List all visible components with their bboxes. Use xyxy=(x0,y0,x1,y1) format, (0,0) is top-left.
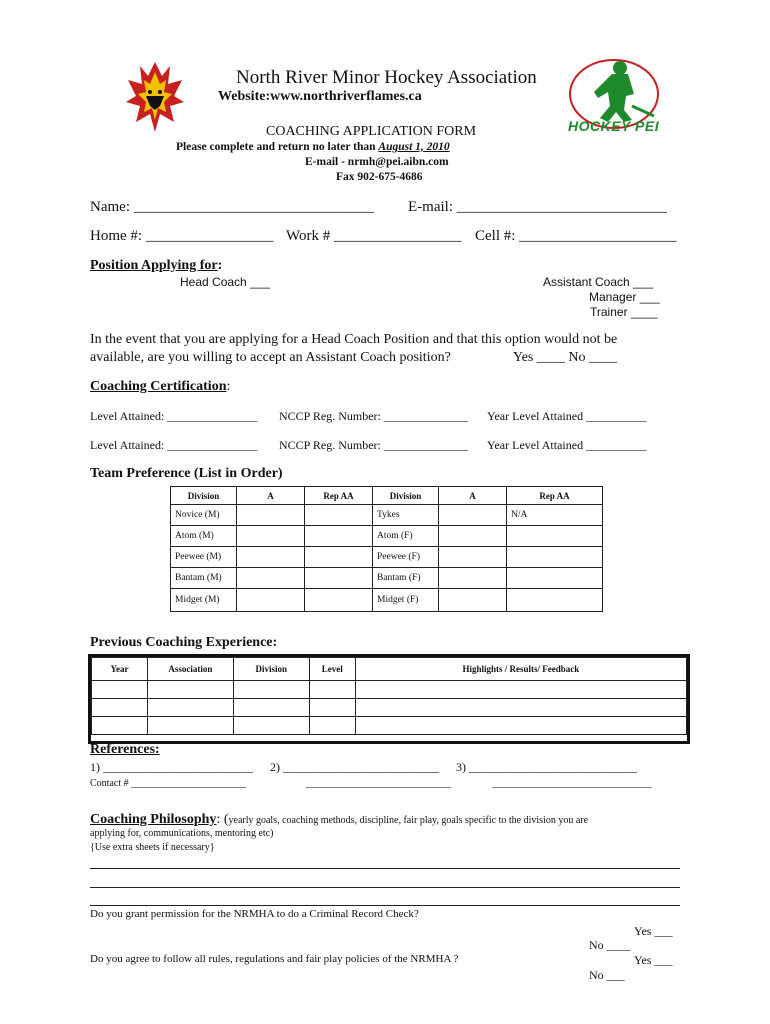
exp-cell[interactable] xyxy=(92,717,148,735)
table-row xyxy=(92,681,687,699)
philosophy-line-1[interactable] xyxy=(90,868,680,869)
criminal-check-no[interactable]: No ____ xyxy=(589,938,631,952)
team-cell[interactable] xyxy=(237,547,305,568)
reference-contact-2[interactable]: _____________________________ xyxy=(306,778,451,789)
team-cell: Peewee (F) xyxy=(373,547,439,568)
criminal-check-yes[interactable]: Yes ___ xyxy=(634,924,673,938)
exp-cell[interactable] xyxy=(355,717,686,735)
assistant-coach-option[interactable]: Assistant Coach ___ xyxy=(543,275,654,289)
table-row xyxy=(92,699,687,717)
exp-cell[interactable] xyxy=(233,699,309,717)
exp-cell[interactable] xyxy=(147,717,233,735)
table-row xyxy=(171,547,603,568)
hockey-pei-logo xyxy=(562,54,674,140)
philosophy-heading-line: Coaching Philosophy: (yearly goals, coaching methods, discipline, fair play, goals specific to the division you are xyxy=(90,812,589,827)
exp-cell[interactable] xyxy=(309,681,355,699)
table-row xyxy=(171,505,603,526)
team-cell[interactable] xyxy=(507,589,603,612)
table-row xyxy=(171,526,603,547)
trainer-option[interactable]: Trainer ____ xyxy=(590,305,658,319)
philosophy-desc-1: yearly goals, coaching methods, discipline, fair play, goals specific to the division you are xyxy=(228,815,589,826)
experience-table-frame xyxy=(88,654,690,744)
team-cell: Bantam (F) xyxy=(373,568,439,589)
assistant-question-line2: available, are you willing to accept an Assistant Coach position? xyxy=(90,350,451,365)
exp-cell[interactable] xyxy=(147,699,233,717)
email-line: E-mail - nrmh@pei.aibn.com xyxy=(305,156,449,168)
table-row xyxy=(171,589,603,612)
flames-logo xyxy=(124,58,186,136)
experience-heading: Previous Coaching Experience: xyxy=(90,635,278,650)
team-cell[interactable] xyxy=(439,526,507,547)
experience-header-row xyxy=(92,658,687,681)
cell-phone-field[interactable]: Cell #: _____________________ xyxy=(475,228,677,244)
team-preference-table xyxy=(170,486,603,612)
work-phone-field[interactable]: Work # _________________ xyxy=(286,228,462,244)
exp-cell[interactable] xyxy=(355,681,686,699)
cert-year-2[interactable]: Year Level Attained __________ xyxy=(487,438,647,452)
team-preference-heading: Team Preference (List in Order) xyxy=(90,466,283,481)
team-cell[interactable] xyxy=(305,589,373,612)
exp-cell[interactable] xyxy=(92,681,148,699)
name-field[interactable]: Name: ________________________________ xyxy=(90,199,374,215)
team-cell[interactable] xyxy=(305,568,373,589)
certification-heading: Coaching Certification: xyxy=(90,379,231,394)
cert-nccp-1[interactable]: NCCP Reg. Number: ______________ xyxy=(279,409,468,423)
hockey-pei-label: HOCKEY PEI xyxy=(568,118,660,134)
email-field[interactable]: E-mail: ____________________________ xyxy=(408,199,667,215)
experience-table xyxy=(91,657,687,735)
team-cell: N/A xyxy=(507,505,603,526)
form-title: COACHING APPLICATION FORM xyxy=(266,124,477,139)
head-coach-option[interactable]: Head Coach ___ xyxy=(180,275,271,289)
exp-cell[interactable] xyxy=(233,681,309,699)
philosophy-desc-2: applying for, communications, mentoring etc) xyxy=(90,828,274,839)
deadline-prefix: Please complete and return no later than xyxy=(176,141,379,153)
exp-cell[interactable] xyxy=(309,699,355,717)
team-cell[interactable] xyxy=(305,505,373,526)
manager-option[interactable]: Manager ___ xyxy=(589,290,660,304)
team-cell: Novice (M) xyxy=(171,505,237,526)
team-cell: Tykes xyxy=(373,505,439,526)
rules-yes[interactable]: Yes ___ xyxy=(634,953,673,967)
exp-col-division: Division xyxy=(233,658,309,681)
reference-3[interactable]: 3) ____________________________ xyxy=(456,760,637,774)
home-phone-field[interactable]: Home #: _________________ xyxy=(90,228,274,244)
cert-nccp-2[interactable]: NCCP Reg. Number: ______________ xyxy=(279,438,468,452)
reference-2[interactable]: 2) __________________________ xyxy=(270,760,439,774)
rules-no[interactable]: No ___ xyxy=(589,968,625,982)
deadline-date: August 1, 2010 xyxy=(378,141,450,153)
team-col-rep-aa-2: Rep AA xyxy=(507,487,603,505)
table-row xyxy=(92,717,687,735)
reference-contact-3[interactable]: ________________________________ xyxy=(492,778,652,789)
team-cell[interactable] xyxy=(439,547,507,568)
team-cell[interactable] xyxy=(237,589,305,612)
position-heading: Position Applying for: xyxy=(90,258,223,273)
team-col-a: A xyxy=(237,487,305,505)
criminal-check-question: Do you grant permission for the NRMHA to do a Criminal Record Check? xyxy=(90,908,419,920)
reference-contact-1[interactable]: Contact # _______________________ xyxy=(90,778,247,789)
exp-cell[interactable] xyxy=(147,681,233,699)
team-cell[interactable] xyxy=(237,505,305,526)
cert-level-2[interactable]: Level Attained: _______________ xyxy=(90,438,258,452)
references-heading: References: xyxy=(90,742,160,757)
team-cell: Midget (M) xyxy=(171,589,237,612)
team-cell[interactable] xyxy=(507,568,603,589)
cert-level-1[interactable]: Level Attained: _______________ xyxy=(90,409,258,423)
team-cell[interactable] xyxy=(439,589,507,612)
reference-1[interactable]: 1) _________________________ xyxy=(90,760,253,774)
team-header-row xyxy=(171,487,603,505)
deadline-line xyxy=(176,141,450,153)
team-cell[interactable] xyxy=(237,526,305,547)
team-cell[interactable] xyxy=(305,526,373,547)
website: Website:www.northriverflames.ca xyxy=(218,89,422,104)
team-col-rep-aa: Rep AA xyxy=(305,487,373,505)
fax-line: Fax 902-675-4686 xyxy=(336,171,423,183)
rules-question: Do you agree to follow all rules, regulations and fair play policies of the NRMHA ? xyxy=(90,953,459,965)
team-cell: Atom (M) xyxy=(171,526,237,547)
team-cell: Bantam (M) xyxy=(171,568,237,589)
table-row xyxy=(171,568,603,589)
philosophy-line-3[interactable] xyxy=(90,905,680,906)
team-cell[interactable] xyxy=(439,568,507,589)
team-col-division-2: Division xyxy=(373,487,439,505)
exp-cell[interactable] xyxy=(233,717,309,735)
team-col-division: Division xyxy=(171,487,237,505)
team-cell[interactable] xyxy=(439,505,507,526)
assistant-question-line1: In the event that you are applying for a Head Coach Position and that this option would not be xyxy=(90,332,618,347)
organization-name: North River Minor Hockey Association xyxy=(236,67,537,88)
philosophy-line-2[interactable] xyxy=(90,887,680,888)
exp-col-highlights: Highlights / Results/ Feedback xyxy=(355,658,686,681)
team-cell: Midget (F) xyxy=(373,589,439,612)
team-cell: Atom (F) xyxy=(373,526,439,547)
exp-cell[interactable] xyxy=(309,717,355,735)
team-cell[interactable] xyxy=(507,547,603,568)
philosophy-heading: Coaching Philosophy xyxy=(90,812,217,827)
exp-cell[interactable] xyxy=(355,699,686,717)
exp-col-level: Level xyxy=(309,658,355,681)
exp-cell[interactable] xyxy=(92,699,148,717)
team-cell[interactable] xyxy=(237,568,305,589)
assistant-question-answer[interactable]: Yes ____ No ____ xyxy=(513,350,617,365)
philosophy-desc-3: {Use extra sheets if necessary} xyxy=(90,842,215,853)
exp-col-year: Year xyxy=(92,658,148,681)
exp-col-association: Association xyxy=(147,658,233,681)
team-cell: Peewee (M) xyxy=(171,547,237,568)
cert-year-1[interactable]: Year Level Attained __________ xyxy=(487,409,647,423)
team-col-a-2: A xyxy=(439,487,507,505)
team-cell[interactable] xyxy=(305,547,373,568)
team-cell[interactable] xyxy=(507,526,603,547)
